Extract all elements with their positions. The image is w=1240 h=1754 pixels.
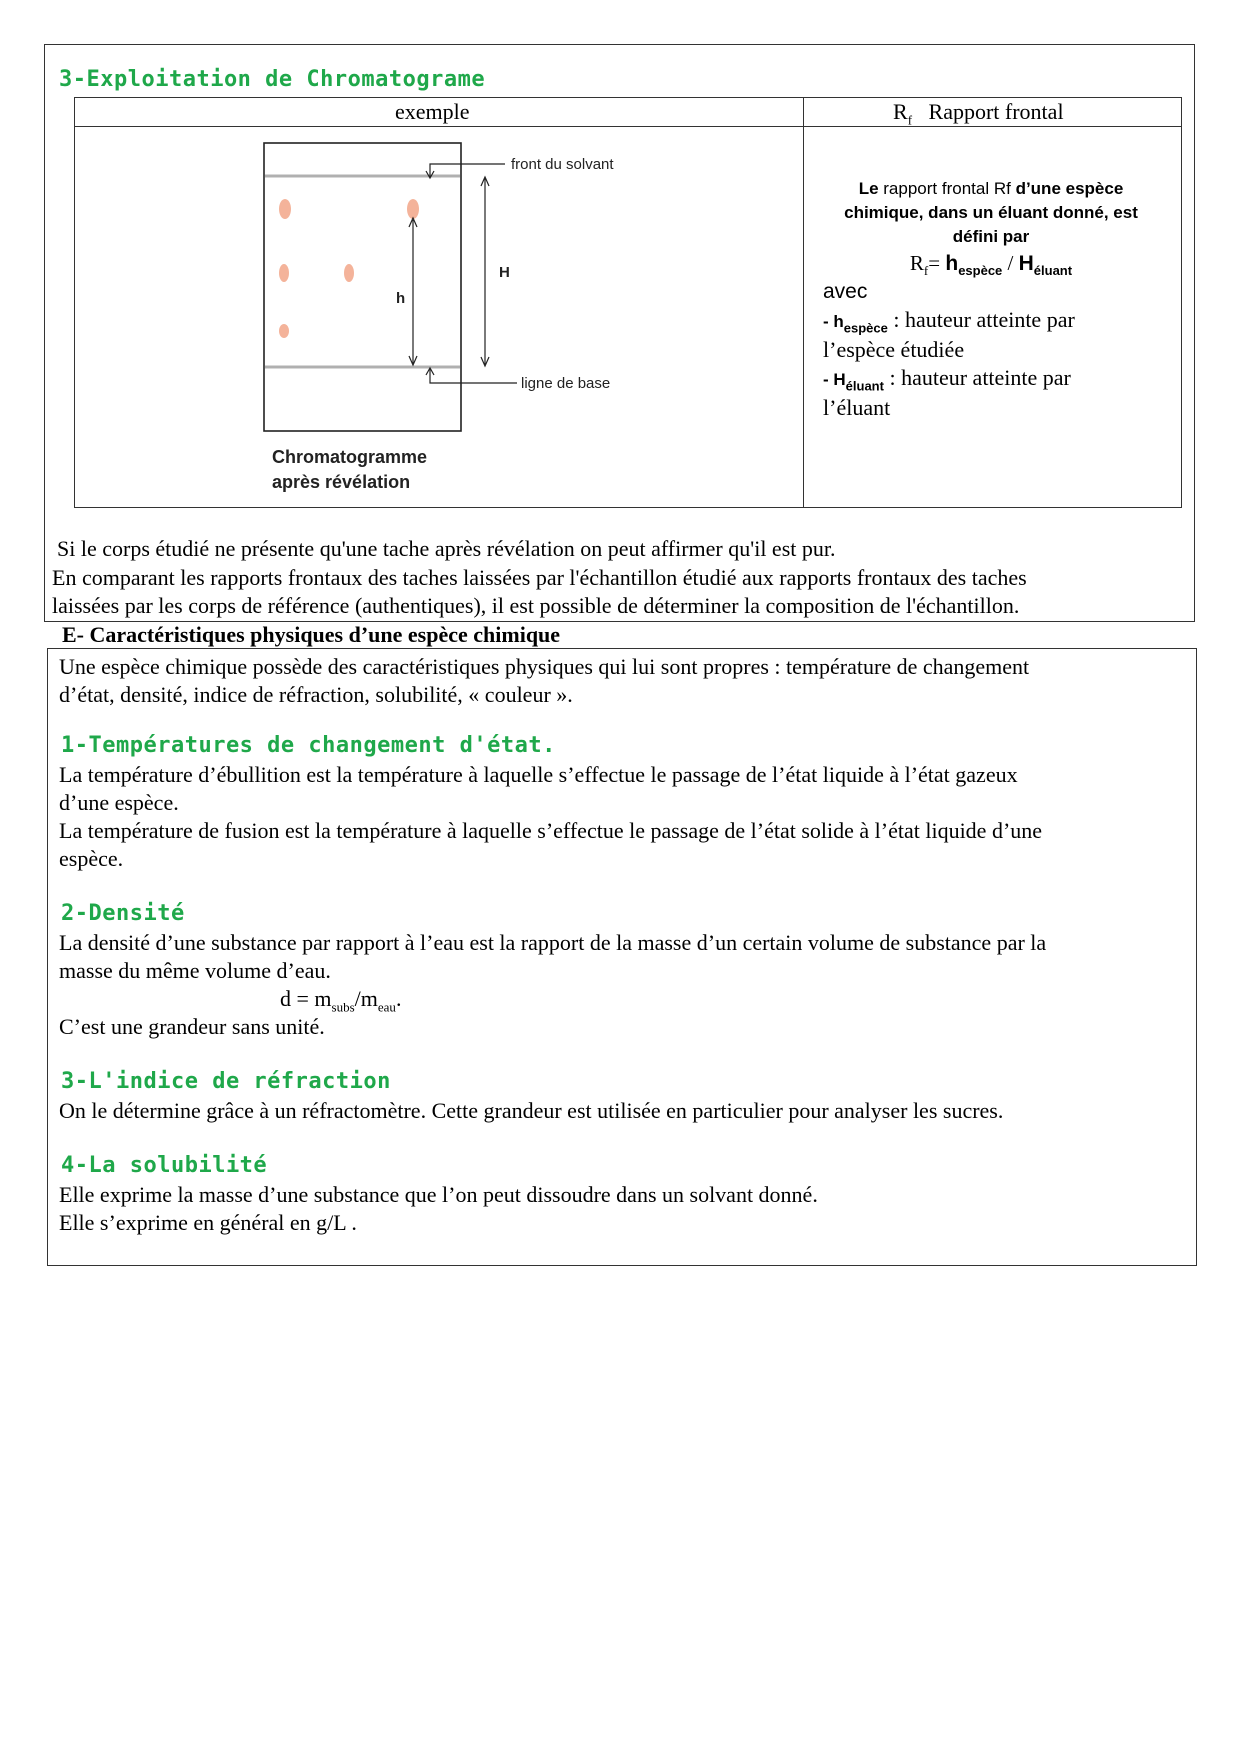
sub2-p1-line1: La densité d’une substance par rapport à l’eau est la rapport de la masse d’un certain volume de substance par la	[59, 930, 1047, 955]
rf-def-mid: rapport frontal Rf	[878, 179, 1016, 198]
item2-sub: éluant	[845, 378, 884, 394]
rf-label: Rapport frontal	[928, 99, 1064, 124]
table-header-rf	[893, 99, 1064, 128]
item1-sub: espèce	[843, 320, 888, 336]
sub4-p1: Elle exprime la masse d’une substance que l’on peut dissoudre dans un solvant donné.	[59, 1182, 818, 1207]
sub3-p1: On le détermine grâce à un réfractomètre. Cette grandeur est utilisée en particulier pour analyser les sucres.	[59, 1098, 1004, 1123]
item1-text: : hauteur atteinte par l’espèce étudiée	[823, 307, 1075, 362]
formula-h-sub: espèce	[958, 263, 1003, 279]
intro-line2: d’état, densité, indice de réfraction, solubilité, « couleur ».	[59, 682, 573, 707]
density-formula-mid: /m	[354, 986, 378, 1011]
sub2-p1-line2: masse du même volume d’eau.	[59, 958, 331, 983]
formula-H: H	[1018, 252, 1034, 275]
spot-1	[279, 199, 291, 219]
chromatography-plate	[264, 143, 461, 431]
density-formula-d: d = m	[280, 986, 332, 1011]
density-formula-subs: subs	[331, 999, 355, 1015]
sub1-p2-line2: espèce.	[59, 846, 124, 871]
item2-dash: - H	[823, 370, 846, 389]
table-header-example: exemple	[395, 99, 470, 124]
rf-def-le: Le	[858, 179, 879, 198]
rf-item-h	[823, 306, 1123, 364]
rf-symbol-sub: f	[907, 112, 913, 128]
sub4-p2: Elle s’exprime en général en g/L .	[59, 1210, 357, 1235]
section-title-exploitation: 3-Exploitation de Chromatograme	[59, 67, 486, 92]
label-front-du-solvant: front du solvant	[511, 156, 614, 173]
chromatogram-diagram	[75, 127, 803, 507]
spot-5	[279, 324, 289, 338]
rf-formula	[821, 249, 1161, 278]
rf-definition-text	[821, 177, 1161, 249]
density-formula-eau: eau	[377, 999, 396, 1015]
intro-line1: Une espèce chimique possède des caractéristiques physiques qui lui sont propres : température de changement	[59, 654, 1030, 679]
section-heading-e: E- Caractéristiques physiques d’une espèce chimique	[62, 622, 561, 647]
rf-symbol: R	[893, 99, 908, 124]
sub1-p2-line1: La température de fusion est la température à laquelle s’effectue le passage de l’état solide à l’état liquide d’une	[59, 818, 1043, 843]
table-column-divider	[803, 98, 804, 507]
rf-def-rest: d’une espèce chimique, dans un éluant donné, est défini par	[844, 179, 1138, 246]
sub1-p1-line1: La température d’ébullition est la température à laquelle s’effectue le passage de l’état liquide à l’état gazeux	[59, 762, 1018, 787]
label-H: H	[499, 264, 510, 281]
para-purity: Si le corps étudié ne présente qu'une tache après révélation on peut affirmer qu'il est pur.	[57, 536, 836, 561]
caption-chromatogramme: Chromatogramme	[272, 447, 428, 467]
item1-dash: - h	[823, 312, 844, 331]
rf-avec: avec	[823, 280, 868, 303]
formula-R: R	[909, 251, 924, 275]
spot-4	[344, 264, 354, 282]
chromatogram-section	[44, 44, 1195, 622]
label-h: h	[396, 290, 406, 307]
subsection-title-solubilite: 4-La solubilité	[61, 1153, 268, 1178]
formula-eq: =	[928, 251, 946, 275]
density-formula-end: .	[395, 986, 402, 1011]
formula-H-sub: éluant	[1033, 263, 1073, 279]
formula-h: h	[945, 252, 959, 275]
spot-2	[407, 199, 419, 219]
density-formula	[280, 985, 401, 1014]
para-composition-line1: En comparant les rapports frontaux des taches laissées par l'échantillon étudié aux rapports frontaux des taches	[52, 565, 1027, 590]
sub2-p2: C’est une grandeur sans unité.	[59, 1014, 325, 1039]
rf-item-H	[823, 364, 1123, 422]
label-ligne-de-base: ligne de base	[521, 375, 611, 392]
rf-definition-panel	[821, 177, 1161, 422]
spot-3	[279, 264, 289, 282]
formula-slash: /	[1002, 251, 1019, 275]
subsection-title-densite: 2-Densité	[61, 901, 185, 926]
sub1-p1-line2: d’une espèce.	[59, 790, 179, 815]
base-pointer-line	[430, 369, 517, 383]
formula-f: f	[923, 263, 929, 279]
para-composition-line2: laissées par les corps de référence (authentiques), il est possible de déterminer la composition de l'échantillon.	[52, 593, 1020, 618]
subsection-title-refraction: 3-L'indice de réfraction	[61, 1069, 391, 1094]
caption-apres-revelation: après révélation	[272, 472, 411, 492]
subsection-title-temperatures: 1-Températures de changement d'état.	[61, 733, 556, 758]
physical-characteristics-section	[47, 648, 1197, 1266]
item2-text: : hauteur atteinte par l’éluant	[823, 365, 1071, 420]
